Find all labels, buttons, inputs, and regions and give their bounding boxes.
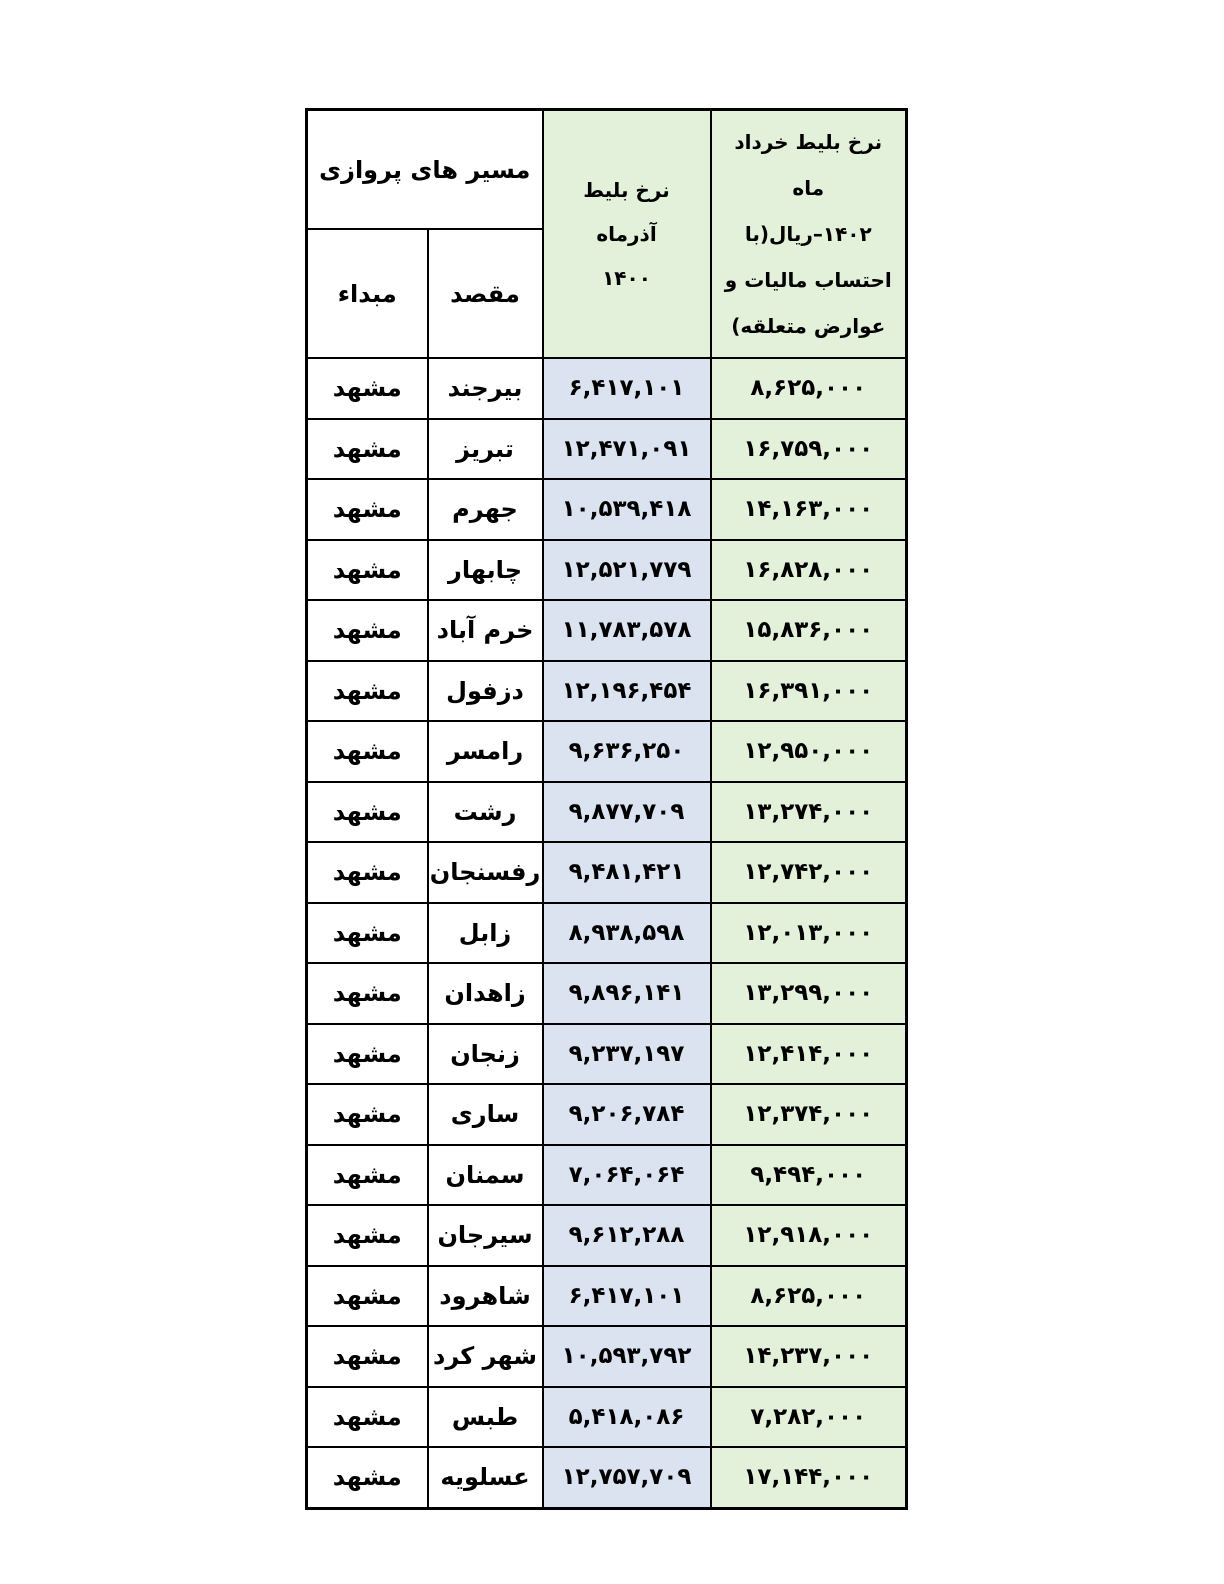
origin-cell: مشهد: [307, 1084, 428, 1145]
new-fare-cell: ۱۳,۲۹۹,۰۰۰: [711, 963, 907, 1024]
old-fare-cell: ۱۰,۵۳۹,۴۱۸: [543, 479, 711, 540]
destination-cell: شهر کرد: [428, 1326, 543, 1387]
destination-cell: سمنان: [428, 1145, 543, 1206]
old-fare-cell: ۹,۶۱۲,۲۸۸: [543, 1205, 711, 1266]
table-row: [307, 479, 907, 540]
old-fare-cell: ۱۲,۱۹۶,۴۵۴: [543, 661, 711, 722]
old-fare-cell: ۱۱,۷۸۳,۵۷۸: [543, 600, 711, 661]
old-fare-cell: ۶,۴۱۷,۱۰۱: [543, 1266, 711, 1327]
table-row: [307, 1266, 907, 1327]
old-fare-cell: ۵,۴۱۸,۰۸۶: [543, 1387, 711, 1448]
old-fare-header-line2: ۱۴۰۰: [602, 266, 651, 290]
new-fare-cell: ۱۵,۸۳۶,۰۰۰: [711, 600, 907, 661]
origin-cell: مشهد: [307, 540, 428, 601]
origin-cell: مشهد: [307, 1387, 428, 1448]
destination-cell: چابهار: [428, 540, 543, 601]
new-fare-cell: ۱۶,۳۹۱,۰۰۰: [711, 661, 907, 722]
new-fare-cell: ۱۲,۹۱۸,۰۰۰: [711, 1205, 907, 1266]
new-fare-cell: ۱۶,۷۵۹,۰۰۰: [711, 419, 907, 480]
new-fare-cell: ۷,۲۸۲,۰۰۰: [711, 1387, 907, 1448]
table-row: [307, 358, 907, 419]
origin-header: مبداء: [307, 229, 428, 358]
table-row: [307, 540, 907, 601]
new-fare-header-line4: عوارض متعلقه): [731, 314, 886, 338]
old-fare-cell: ۷,۰۶۴,۰۶۴: [543, 1145, 711, 1206]
destination-cell: زابل: [428, 903, 543, 964]
header-row-top: [307, 110, 907, 230]
origin-cell: مشهد: [307, 782, 428, 843]
old-fare-cell: ۹,۲۰۶,۷۸۴: [543, 1084, 711, 1145]
old-fare-cell: ۸,۹۳۸,۵۹۸: [543, 903, 711, 964]
flight-fare-table: [305, 108, 908, 1510]
table-row: [307, 1145, 907, 1206]
origin-cell: مشهد: [307, 1326, 428, 1387]
new-fare-cell: ۱۲,۷۴۲,۰۰۰: [711, 842, 907, 903]
new-fare-cell: ۱۴,۱۶۳,۰۰۰: [711, 479, 907, 540]
old-fare-cell: ۱۰,۵۹۳,۷۹۲: [543, 1326, 711, 1387]
table-row: [307, 1084, 907, 1145]
table-row: [307, 1447, 907, 1508]
origin-cell: مشهد: [307, 358, 428, 419]
destination-cell: رشت: [428, 782, 543, 843]
destination-cell: رامسر: [428, 721, 543, 782]
table-row: [307, 1024, 907, 1085]
origin-cell: مشهد: [307, 963, 428, 1024]
table-row: [307, 1387, 907, 1448]
table-row: [307, 1326, 907, 1387]
table-row: [307, 600, 907, 661]
origin-cell: مشهد: [307, 721, 428, 782]
new-fare-header-line1: نرخ بلیط خرداد ماه: [734, 130, 883, 200]
new-fare-cell: ۱۳,۲۷۴,۰۰۰: [711, 782, 907, 843]
destination-cell: جهرم: [428, 479, 543, 540]
new-fare-cell: ۱۲,۳۷۴,۰۰۰: [711, 1084, 907, 1145]
fare-table-sheet: [305, 108, 905, 1492]
origin-cell: مشهد: [307, 600, 428, 661]
new-fare-header-line2: ۱۴۰۲–ریال(با: [744, 222, 872, 246]
destination-cell: ساری: [428, 1084, 543, 1145]
destination-cell: رفسنجان: [428, 842, 543, 903]
flight-routes-header: مسیر های پروازی: [307, 110, 543, 230]
origin-cell: مشهد: [307, 903, 428, 964]
new-fare-header-line3: احتساب مالیات و: [724, 268, 892, 292]
destination-cell: زنجان: [428, 1024, 543, 1085]
old-fare-cell: ۹,۸۹۶,۱۴۱: [543, 963, 711, 1024]
origin-cell: مشهد: [307, 1145, 428, 1206]
old-fare-cell: ۹,۲۳۷,۱۹۷: [543, 1024, 711, 1085]
destination-cell: تبریز: [428, 419, 543, 480]
table-row: [307, 963, 907, 1024]
destination-header: مقصد: [428, 229, 543, 358]
new-fare-cell: ۱۷,۱۴۴,۰۰۰: [711, 1447, 907, 1508]
old-fare-header-line1: نرخ بلیط آذرماه: [583, 178, 670, 246]
destination-cell: بیرجند: [428, 358, 543, 419]
destination-cell: عسلویه: [428, 1447, 543, 1508]
destination-cell: سیرجان: [428, 1205, 543, 1266]
new-fare-cell: ۱۲,۹۵۰,۰۰۰: [711, 721, 907, 782]
new-fare-header: [711, 110, 907, 359]
new-fare-cell: ۱۲,۴۱۴,۰۰۰: [711, 1024, 907, 1085]
new-fare-cell: ۱۴,۲۳۷,۰۰۰: [711, 1326, 907, 1387]
new-fare-cell: ۸,۶۲۵,۰۰۰: [711, 358, 907, 419]
origin-cell: مشهد: [307, 419, 428, 480]
destination-cell: شاهرود: [428, 1266, 543, 1327]
table-row: [307, 661, 907, 722]
origin-cell: مشهد: [307, 1024, 428, 1085]
table-row: [307, 1205, 907, 1266]
new-fare-cell: ۱۲,۰۱۳,۰۰۰: [711, 903, 907, 964]
old-fare-cell: ۱۲,۷۵۷,۷۰۹: [543, 1447, 711, 1508]
origin-cell: مشهد: [307, 479, 428, 540]
table-row: [307, 419, 907, 480]
old-fare-header: [543, 110, 711, 359]
table-row: [307, 842, 907, 903]
destination-cell: طبس: [428, 1387, 543, 1448]
old-fare-cell: ۱۲,۵۲۱,۷۷۹: [543, 540, 711, 601]
old-fare-cell: ۱۲,۴۷۱,۰۹۱: [543, 419, 711, 480]
old-fare-cell: ۹,۴۸۱,۴۲۱: [543, 842, 711, 903]
origin-cell: مشهد: [307, 1266, 428, 1327]
origin-cell: مشهد: [307, 1447, 428, 1508]
origin-cell: مشهد: [307, 842, 428, 903]
table-row: [307, 782, 907, 843]
new-fare-cell: ۱۶,۸۲۸,۰۰۰: [711, 540, 907, 601]
old-fare-cell: ۹,۸۷۷,۷۰۹: [543, 782, 711, 843]
destination-cell: دزفول: [428, 661, 543, 722]
table-row: [307, 903, 907, 964]
old-fare-cell: ۶,۴۱۷,۱۰۱: [543, 358, 711, 419]
destination-cell: خرم آباد: [428, 600, 543, 661]
origin-cell: مشهد: [307, 661, 428, 722]
table-row: [307, 721, 907, 782]
new-fare-cell: ۹,۴۹۴,۰۰۰: [711, 1145, 907, 1206]
destination-cell: زاهدان: [428, 963, 543, 1024]
new-fare-cell: ۸,۶۲۵,۰۰۰: [711, 1266, 907, 1327]
origin-cell: مشهد: [307, 1205, 428, 1266]
old-fare-cell: ۹,۶۳۶,۲۵۰: [543, 721, 711, 782]
